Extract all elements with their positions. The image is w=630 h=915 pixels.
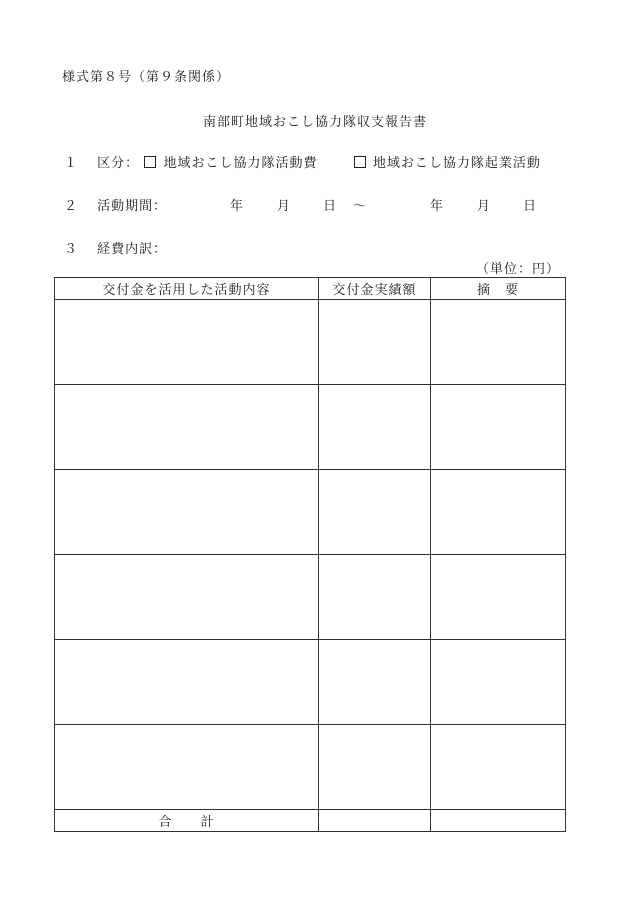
section-number: ２ xyxy=(64,199,79,214)
end-year-label: 年 xyxy=(430,199,445,214)
remarks-cell[interactable] xyxy=(431,640,566,725)
activity-content-cell[interactable] xyxy=(55,640,319,725)
table-row xyxy=(55,555,566,640)
period-tilde: ～ xyxy=(353,199,368,214)
remarks-cell[interactable] xyxy=(431,725,566,810)
total-label: 合 計 xyxy=(55,810,319,832)
activity-content-cell[interactable] xyxy=(55,470,319,555)
header-activity-content: 交付金を活用した活動内容 xyxy=(55,278,319,300)
activity-content-cell[interactable] xyxy=(55,385,319,470)
section-label: 経費内訳： xyxy=(97,242,168,257)
section-number: ３ xyxy=(64,242,79,257)
start-year-label: 年 xyxy=(230,199,245,214)
start-day-label: 日 xyxy=(323,199,338,214)
table-row xyxy=(55,385,566,470)
expense-table xyxy=(54,277,566,832)
total-row xyxy=(55,810,566,832)
actual-amount-cell[interactable] xyxy=(319,725,431,810)
section-number: １ xyxy=(64,156,79,171)
table-header-row xyxy=(55,278,566,300)
section-category xyxy=(64,152,541,171)
end-month-label: 月 xyxy=(477,199,492,214)
table-row xyxy=(55,725,566,810)
actual-amount-cell[interactable] xyxy=(319,555,431,640)
activity-content-cell[interactable] xyxy=(55,725,319,810)
start-month-label: 月 xyxy=(277,199,292,214)
activity-content-cell[interactable] xyxy=(55,300,319,385)
remarks-cell[interactable] xyxy=(431,300,566,385)
section-label: 活動期間： xyxy=(97,199,168,214)
actual-amount-cell[interactable] xyxy=(319,385,431,470)
remarks-cell[interactable] xyxy=(431,555,566,640)
unit-label: （単位：円） xyxy=(475,262,560,277)
section-label: 区分： xyxy=(97,156,140,171)
table-row xyxy=(55,470,566,555)
checkbox-activity-expenses[interactable] xyxy=(144,156,156,168)
header-actual-amount: 交付金実績額 xyxy=(319,278,431,300)
total-amount-cell[interactable] xyxy=(319,810,431,832)
form-number: 様式第８号（第９条関係） xyxy=(62,70,231,85)
end-day-label: 日 xyxy=(523,199,538,214)
table-row xyxy=(55,640,566,725)
checkbox-startup-activity[interactable] xyxy=(354,156,366,168)
option-activity-expenses: 地域おこし協力隊活動費 xyxy=(163,156,318,171)
actual-amount-cell[interactable] xyxy=(319,300,431,385)
section-activity-period xyxy=(64,195,167,214)
remarks-cell[interactable] xyxy=(431,385,566,470)
actual-amount-cell[interactable] xyxy=(319,470,431,555)
remarks-cell[interactable] xyxy=(431,470,566,555)
total-remarks-cell[interactable] xyxy=(431,810,566,832)
header-remarks: 摘 要 xyxy=(431,278,566,300)
actual-amount-cell[interactable] xyxy=(319,640,431,725)
section-expense-breakdown xyxy=(64,238,167,257)
table-row xyxy=(55,300,566,385)
option-startup-activity: 地域おこし協力隊起業活動 xyxy=(372,156,541,171)
activity-content-cell[interactable] xyxy=(55,555,319,640)
document-title: 南部町地域おこし協力隊収支報告書 xyxy=(202,115,427,130)
